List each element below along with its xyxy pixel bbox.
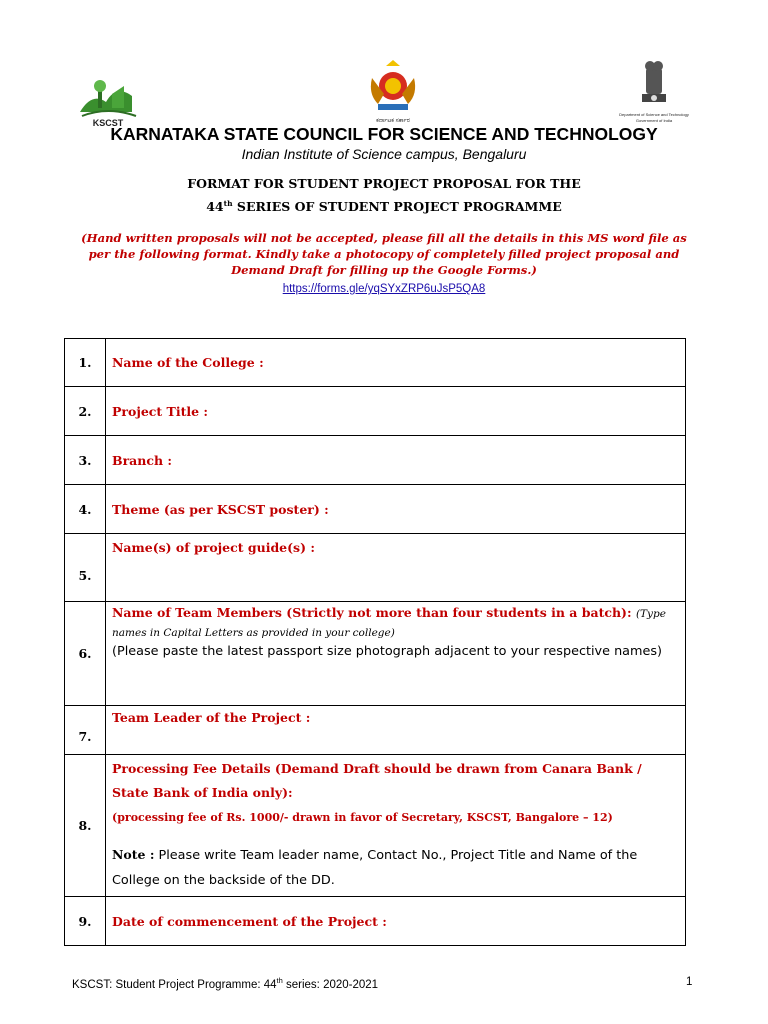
footer-prefix: KSCST: Student Project Programme: 44 bbox=[72, 978, 277, 991]
series-number: 44 bbox=[206, 199, 224, 215]
page-number: 1 bbox=[686, 976, 693, 988]
processing-fee-amount: (processing fee of Rs. 1000/- drawn in favor of Secretary, KSCST, Bangalore – 12) bbox=[112, 811, 613, 824]
table-row bbox=[65, 706, 686, 755]
row-number: 5. bbox=[65, 534, 106, 602]
series-suffix: th bbox=[223, 199, 233, 208]
processing-fee-field[interactable] bbox=[106, 755, 686, 897]
row-number: 4. bbox=[65, 485, 106, 534]
row-number: 8. bbox=[65, 755, 106, 897]
branch-field[interactable]: Branch : bbox=[106, 436, 686, 485]
proposal-form-table bbox=[64, 338, 686, 946]
photo-instruction: (Please paste the latest passport size photograph adjacent to your respective names) bbox=[112, 644, 663, 659]
row-number: 3. bbox=[65, 436, 106, 485]
college-name-field[interactable]: Name of the College : bbox=[106, 339, 686, 387]
note-text: Please write Team leader name, Contact No., Project Title and Name of the College on the backside of the DD. bbox=[112, 848, 638, 888]
table-row bbox=[65, 485, 686, 534]
dst-india-emblem bbox=[614, 58, 694, 128]
format-title-line2 bbox=[0, 199, 768, 214]
footer-sup: th bbox=[276, 976, 283, 985]
kscst-logo bbox=[72, 72, 144, 128]
table-row bbox=[65, 534, 686, 602]
series-text: SERIES OF STUDENT PROJECT PROGRAMME bbox=[232, 199, 562, 215]
karnataka-emblem-text: ಕರ್ನಾಟಕ ಸರ್ಕಾರ bbox=[376, 118, 410, 124]
row-number: 7. bbox=[65, 706, 106, 755]
format-title-line1: FORMAT FOR STUDENT PROJECT PROPOSAL FOR THE bbox=[187, 176, 581, 191]
campus-name: Indian Institute of Science campus, Bengaluru bbox=[241, 146, 527, 162]
row-number: 9. bbox=[65, 897, 106, 946]
row-number: 1. bbox=[65, 339, 106, 387]
row-number: 6. bbox=[65, 602, 106, 706]
table-row bbox=[65, 602, 686, 706]
kscst-logo-text: KSCST bbox=[92, 118, 124, 128]
table-row bbox=[65, 387, 686, 436]
table-row bbox=[65, 755, 686, 897]
footer-suffix: series: 2020-2021 bbox=[282, 978, 379, 991]
dst-line1: Department of Science and Technology bbox=[619, 112, 689, 117]
table-row bbox=[65, 339, 686, 387]
team-members-label: Name of Team Members (Strictly not more than four students in a batch): bbox=[112, 605, 632, 620]
org-name: KARNATAKA STATE COUNCIL FOR SCIENCE AND TECHNOLOGY bbox=[110, 124, 658, 144]
dst-line2: Government of India bbox=[635, 118, 673, 123]
theme-field[interactable]: Theme (as per KSCST poster) : bbox=[106, 485, 686, 534]
team-members-field[interactable] bbox=[106, 602, 686, 706]
project-guide-field[interactable]: Name(s) of project guide(s) : bbox=[106, 534, 686, 602]
table-row bbox=[65, 436, 686, 485]
table-row bbox=[65, 897, 686, 946]
team-leader-field[interactable]: Team Leader of the Project : bbox=[106, 706, 686, 755]
page-footer bbox=[72, 976, 378, 991]
commencement-date-field[interactable]: Date of commencement of the Project : bbox=[106, 897, 686, 946]
google-form-link[interactable]: https://forms.gle/yqSYxZRP6uJsP5QA8 bbox=[282, 283, 486, 295]
team-members-hint: (Type names in Capital Letters as provided in your college) bbox=[112, 608, 666, 639]
row-number: 2. bbox=[65, 387, 106, 436]
karnataka-emblem bbox=[364, 60, 422, 130]
note-label: Note : bbox=[112, 847, 155, 862]
instructions-note: (Hand written proposals will not be accepted, please fill all the details in this MS word file as per the following format. Kindly take a photocopy of completely filled project proposal and Demand Draft for filling up the Google Forms.) bbox=[81, 231, 687, 277]
project-title-field[interactable]: Project Title : bbox=[106, 387, 686, 436]
processing-fee-label: Processing Fee Details (Demand Draft should be drawn from Canara Bank / State Bank of India only): bbox=[112, 761, 642, 800]
